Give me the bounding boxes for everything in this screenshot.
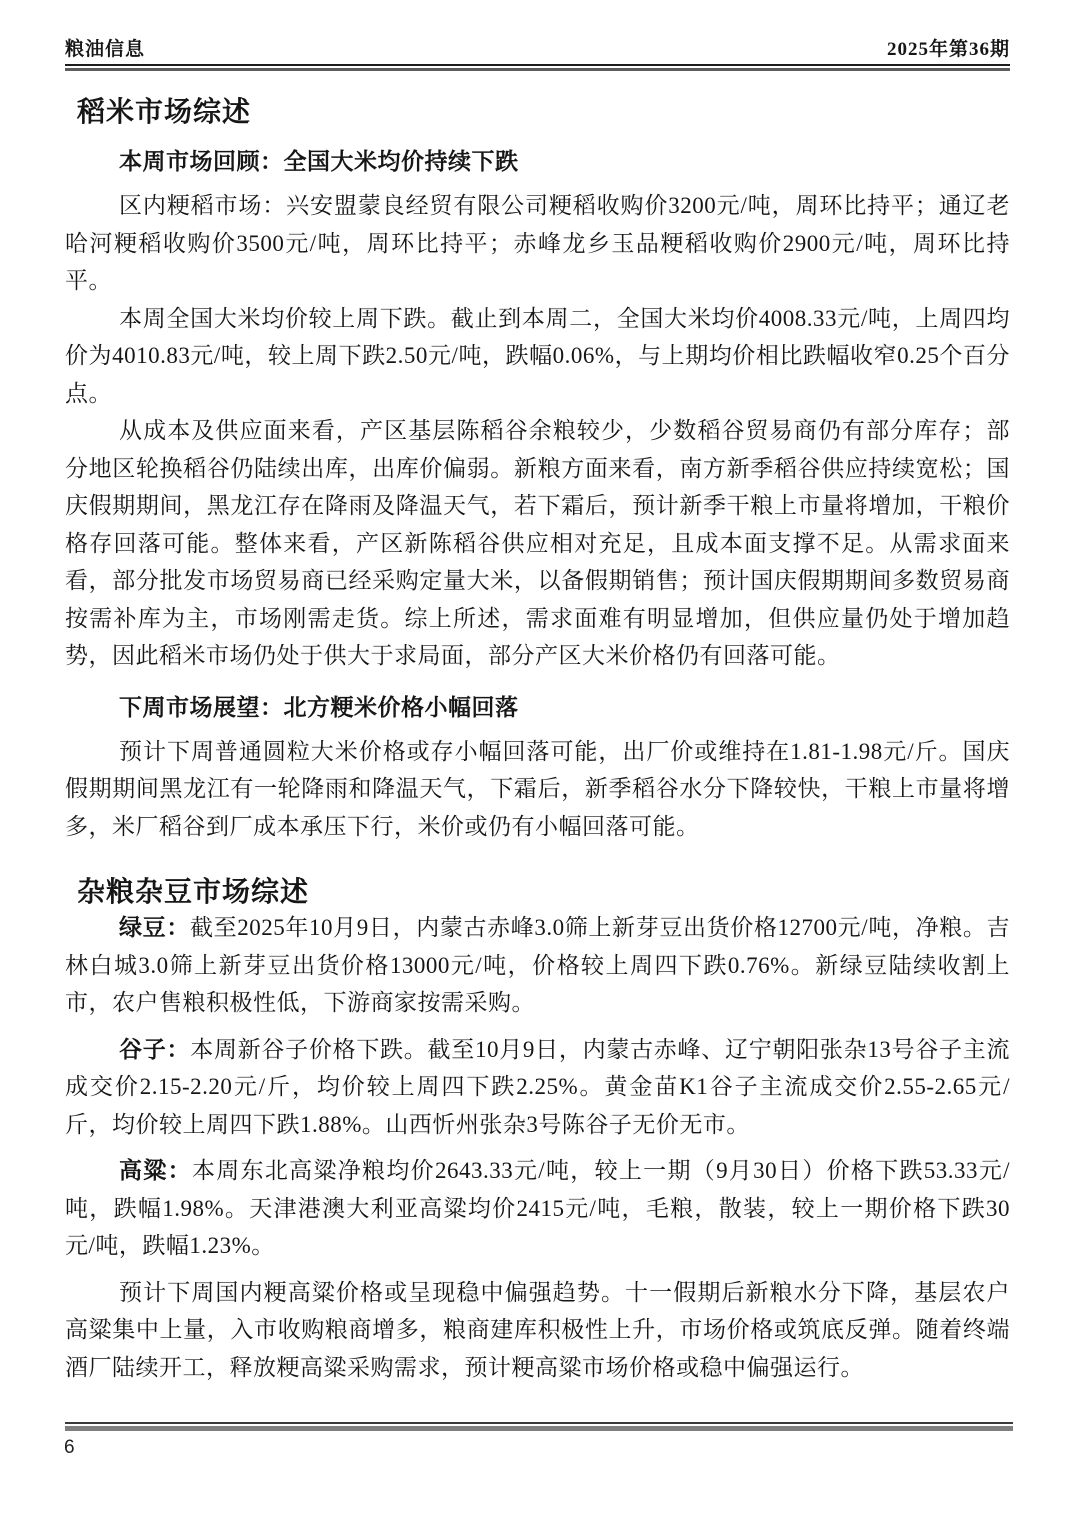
footer-rules [65, 1422, 1013, 1431]
paragraph-mung-bean [65, 909, 1010, 1022]
section-title-misc-grains: 杂粮杂豆市场综述 [77, 876, 310, 907]
sorghum-text: 本周东北高粱净粮均价2643.33元/吨，较上一期（9月30日）价格下跌53.33元/吨，跌幅1.98%。天津港澳大利亚高粱均价2415元/吨，毛粮，散装，较上一期价格下跌30元/吨，跌幅1.23%。 [65, 1158, 1011, 1258]
page-header [65, 34, 1010, 61]
paragraph-supply-demand-analysis: 从成本及供应面来看，产区基层陈稻谷余粮较少，少数稻谷贸易商仍有部分库存；部分地区轮换稻谷仍陆续出库，出库价偏弱。新粮方面来看，南方新季稻谷供应持续宽松；国庆假期期间，黑龙江存在降雨及降温天气，若下霜后，预计新季干粮上市量将增加，干粮价格存回落可能。整体来看，产区新陈稻谷供应相对充足，且成本面支撑不足。从需求面来看，部分批发市场贸易商已经采购定量大米，以备假期销售；预计国庆假期期间多数贸易商按需补库为主，市场刚需走货。综上所述，需求面难有明显增加，但供应量仍处于增加趋势，因此稻米市场仍处于供大于求局面，部分产区大米价格仍有回落可能。 [65, 418, 1010, 668]
paragraph-sorghum [65, 1152, 1010, 1265]
grain-paragraphs [65, 909, 1010, 1386]
footer-rule-thin [65, 1422, 1013, 1424]
subtitle-weekly-review: 本周市场回顾：全国大米均价持续下跌 [119, 149, 519, 174]
subtitle-next-week-outlook: 下周市场展望：北方粳米价格小幅回落 [119, 694, 519, 720]
issue-number: 2025年第36期 [886, 39, 1010, 60]
section-title-rice-market: 稻米市场综述 [77, 96, 252, 127]
mung-bean-text: 截至2025年10月9日，内蒙古赤峰3.0筛上新芽豆出货价格12700元/吨，净粮。吉林白城3.0筛上新芽豆出货价格13000元/吨，价格较上周四下跌0.76%。新绿豆陆续收割上市，农户售粮积极性低，下游商家按需采购。 [65, 915, 1011, 1015]
footer-rule-thick [65, 1426, 1013, 1431]
mung-bean-label: 绿豆： [119, 914, 190, 940]
paragraph-national-rice-price: 本周全国大米均价较上周下跌。截止到本周二，全国大米均价4008.33元/吨，上周四均价为4010.83元/吨，较上周下跌2.50元/吨，跌幅0.06%，与上期均价相比跌幅收窄0.25个百分点。 [65, 305, 1010, 406]
header-rule-thick [65, 68, 1010, 71]
millet-label: 谷子： [119, 1035, 191, 1062]
paragraph-millet [65, 1031, 1010, 1144]
header-rule-thin [65, 64, 1010, 66]
millet-text: 本周新谷子价格下跌。截至10月9日，内蒙古赤峰、辽宁朝阳张杂13号谷子主流成交价2.15-2.20元/斤，均价较上周四下跌2.25%。黄金苗K1谷子主流成交价2.55-2.65元/斤，均价较上周四下跌1.88%。山西忻州张杂3号陈谷子无价无市。 [65, 1036, 1011, 1137]
journal-title: 粮油信息 [65, 39, 146, 60]
page-number: 6 [64, 1437, 75, 1458]
paragraph-regional-japonica: 区内粳稻市场：兴安盟蒙良经贸有限公司粳稻收购价3200元/吨，周环比持平；通辽老哈河粳稻收购价3500元/吨，周环比持平；赤峰龙乡玉品粳稻收购价2900元/吨，周环比持平。 [65, 193, 1010, 293]
sorghum-label: 高粱： [119, 1157, 192, 1183]
paragraph-outlook: 预计下周普通圆粒大米价格或存小幅回落可能，出厂价或维持在1.81-1.98元/斤。国庆假期期间黑龙江有一轮降雨和降温天气，下霜后，新季稻谷水分下降较快，干粮上市量将增多，米厂稻谷到厂成本承压下行，米价或仍有小幅回落可能。 [65, 738, 1010, 839]
paragraph-sorghum-forecast: 预计下周国内粳高粱价格或呈现稳中偏强趋势。十一假期后新粮水分下降，基层农户高粱集中上量，入市收购粮商增多，粮商建库积极性上升，市场价格或筑底反弹。随着终端酒厂陆续开工，释放粳高粱采购需求，预计粳高粱市场价格或稳中偏强运行。 [65, 1279, 1010, 1380]
